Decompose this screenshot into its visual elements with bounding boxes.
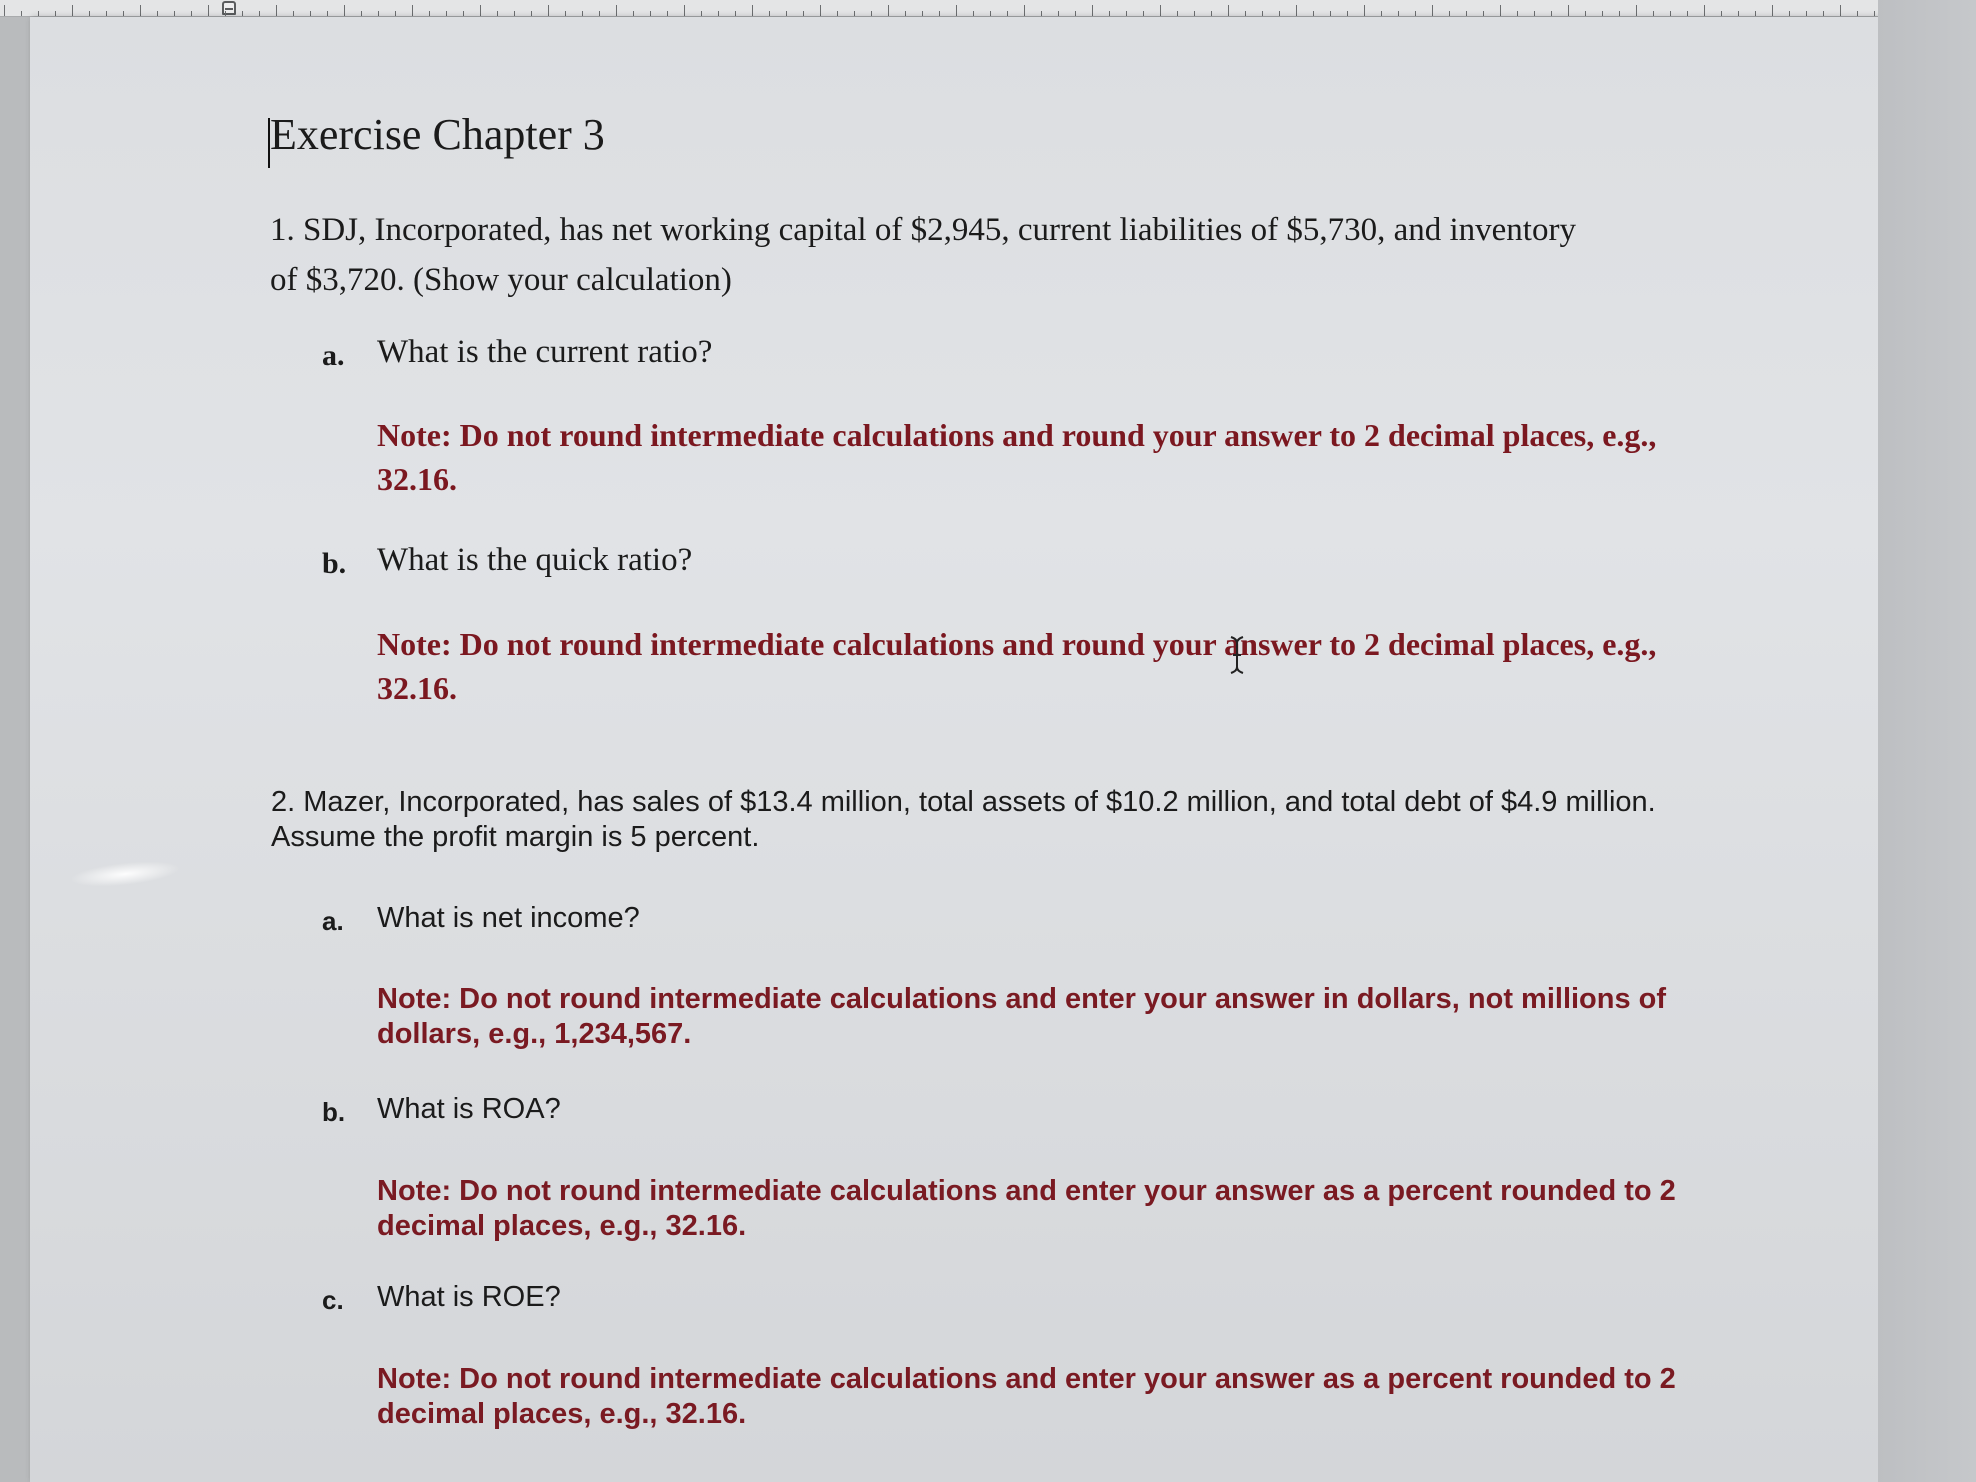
ruler-tick xyxy=(871,11,872,16)
ruler-tick xyxy=(616,5,617,16)
ruler-tick xyxy=(888,5,889,16)
ruler-tick xyxy=(1398,11,1399,16)
ruler-tick xyxy=(837,11,838,16)
ruler-tick xyxy=(1806,11,1807,16)
question-1b-text: What is the quick ratio? xyxy=(377,542,693,578)
ruler-tick xyxy=(174,11,175,16)
ruler-tick xyxy=(293,11,294,16)
ruler-tick xyxy=(1330,11,1331,16)
ruler-tick xyxy=(1381,11,1382,16)
question-2b-letter: b. xyxy=(322,1097,346,1127)
ruler-tick xyxy=(21,11,22,16)
ruler-tick xyxy=(565,11,566,16)
ruler-tick xyxy=(769,11,770,16)
i-beam-cursor-icon xyxy=(1228,635,1246,675)
ruler-tick xyxy=(72,5,73,16)
ruler-tick xyxy=(1449,11,1450,16)
question-2c-note: Note: Do not round intermediate calculations and enter your answer as a percent rounded to 2 decimal places, e.g., 32.16. xyxy=(377,1363,1676,1430)
question-1a-letter: a. xyxy=(322,339,345,372)
ruler-tick xyxy=(242,11,243,16)
ruler-tick xyxy=(395,11,396,16)
ruler-tick xyxy=(1075,11,1076,16)
ruler-tick xyxy=(1024,5,1025,16)
ruler-tick xyxy=(684,5,685,16)
ruler-tick xyxy=(4,5,5,16)
ruler-tick xyxy=(735,11,736,16)
ruler-tick xyxy=(55,11,56,16)
ruler-tick xyxy=(1568,5,1569,16)
ruler-tick xyxy=(191,11,192,16)
ruler-tick xyxy=(1602,11,1603,16)
ruler-tick xyxy=(446,11,447,16)
ruler-tick xyxy=(1143,11,1144,16)
document-title: Exercise Chapter 3 xyxy=(270,110,605,159)
ruler-tick xyxy=(1534,11,1535,16)
ruler-tick xyxy=(548,5,549,16)
ruler-tick xyxy=(854,11,855,16)
ruler-tick xyxy=(225,11,226,16)
ruler-tick xyxy=(1636,5,1637,16)
ruler-tick xyxy=(582,11,583,16)
ruler-tick xyxy=(599,11,600,16)
ruler-tick xyxy=(650,11,651,16)
horizontal-ruler xyxy=(0,0,1976,17)
question-1a-text: What is the current ratio? xyxy=(377,334,713,370)
ruler-tick xyxy=(1058,11,1059,16)
ruler-tick xyxy=(429,11,430,16)
question-2b-text: What is ROA? xyxy=(377,1093,561,1125)
ruler-tick xyxy=(973,11,974,16)
ruler-tick xyxy=(1347,11,1348,16)
ruler-tick xyxy=(378,11,379,16)
ruler-tick xyxy=(718,11,719,16)
ruler-tick xyxy=(1109,11,1110,16)
ruler-tick xyxy=(1262,11,1263,16)
ruler-tick xyxy=(1738,11,1739,16)
ruler-tick xyxy=(1653,11,1654,16)
ruler-tick xyxy=(1823,11,1824,16)
ruler-tick xyxy=(820,5,821,16)
ruler-tick xyxy=(1585,11,1586,16)
ruler-tick xyxy=(956,5,957,16)
ruler-tick xyxy=(1687,11,1688,16)
question-2c-letter: c. xyxy=(322,1285,344,1315)
ruler-tick xyxy=(1619,11,1620,16)
ruler-tick xyxy=(412,5,413,16)
ruler-tick xyxy=(123,11,124,16)
ruler-tick xyxy=(1313,11,1314,16)
ruler-tick xyxy=(1517,11,1518,16)
ruler-tick xyxy=(1500,5,1501,16)
question-2a-text: What is net income? xyxy=(377,902,640,934)
ruler-tick xyxy=(1279,11,1280,16)
ruler-tick xyxy=(1772,5,1773,16)
ruler-tick xyxy=(1007,11,1008,16)
ruler-tick xyxy=(480,5,481,16)
ruler-tick xyxy=(1432,5,1433,16)
ruler-tick xyxy=(1126,11,1127,16)
ruler-tick xyxy=(1296,5,1297,16)
question-1-text: 1. SDJ, Incorporated, has net working capital of $2,945, current liabilities of $5,730, and inventory of $3,720. (Show your calculation) xyxy=(270,212,1576,298)
ruler-tick xyxy=(276,5,277,16)
ruler-tick xyxy=(208,5,209,16)
ruler-tick xyxy=(803,11,804,16)
ruler-tick xyxy=(463,11,464,16)
ruler-tick xyxy=(752,5,753,16)
ruler-tick xyxy=(1551,11,1552,16)
ruler-tick xyxy=(922,11,923,16)
question-2a-note: Note: Do not round intermediate calculations and enter your answer in dollars, not millions of dollars, e.g., 1,234,567. xyxy=(377,983,1667,1050)
ruler-tick xyxy=(1211,11,1212,16)
ruler-tick xyxy=(1466,11,1467,16)
ruler-tick xyxy=(1483,11,1484,16)
ruler-tick xyxy=(1415,11,1416,16)
ruler-tick xyxy=(667,11,668,16)
document-page[interactable] xyxy=(30,17,1878,1482)
ruler-tick xyxy=(259,11,260,16)
window-edge xyxy=(1878,0,1976,1482)
ruler-tick xyxy=(786,11,787,16)
ruler-tick xyxy=(1364,5,1365,16)
ruler-tick xyxy=(1704,5,1705,16)
ruler-tick xyxy=(140,5,141,16)
ruler-tick xyxy=(1670,11,1671,16)
ruler-tick xyxy=(344,5,345,16)
ruler-tick xyxy=(106,11,107,16)
ruler-tick xyxy=(1840,5,1841,16)
ruler-tick xyxy=(1874,11,1875,16)
ruler-tick xyxy=(310,11,311,16)
question-2b-note: Note: Do not round intermediate calculations and enter your answer as a percent rounded to 2 decimal places, e.g., 32.16. xyxy=(377,1175,1676,1242)
ruler-tick xyxy=(514,11,515,16)
question-2a-letter: a. xyxy=(322,906,344,936)
ruler-tick xyxy=(990,11,991,16)
ruler-tick xyxy=(1092,5,1093,16)
ruler-tick xyxy=(1228,5,1229,16)
ruler-tick xyxy=(1194,11,1195,16)
ruler-tick xyxy=(1721,11,1722,16)
ruler-tick xyxy=(1857,11,1858,16)
ruler-tick xyxy=(38,11,39,16)
ruler-tick xyxy=(1160,5,1161,16)
question-2-text: 2. Mazer, Incorporated, has sales of $13.4 million, total assets of $10.2 million, and total debt of $4.9 million. Assume the profit margin is 5 percent. xyxy=(271,786,1656,853)
question-1a-note: Note: Do not round intermediate calculations and round your answer to 2 decimal places, e.g., 32.16. xyxy=(377,417,1657,497)
ruler-tick xyxy=(531,11,532,16)
question-1b-letter: b. xyxy=(322,547,347,580)
ruler-tick xyxy=(1245,11,1246,16)
ruler-tick xyxy=(939,11,940,16)
ruler-tick xyxy=(701,11,702,16)
ruler-tick xyxy=(497,11,498,16)
ruler-tick xyxy=(327,11,328,16)
ruler-tick xyxy=(1041,11,1042,16)
ruler-tick xyxy=(361,11,362,16)
ruler-tick xyxy=(1755,11,1756,16)
ruler-tick xyxy=(157,11,158,16)
ruler-tick xyxy=(1789,11,1790,16)
question-2c-text: What is ROE? xyxy=(377,1281,561,1313)
ruler-tick xyxy=(905,11,906,16)
question-1b-note: Note: Do not round intermediate calculations and round your answer to 2 decimal places, e.g., 32.16. xyxy=(377,626,1657,706)
ruler-tick xyxy=(1177,11,1178,16)
screen-glare xyxy=(69,857,181,890)
ruler-tick xyxy=(633,11,634,16)
ruler-tick xyxy=(89,11,90,16)
